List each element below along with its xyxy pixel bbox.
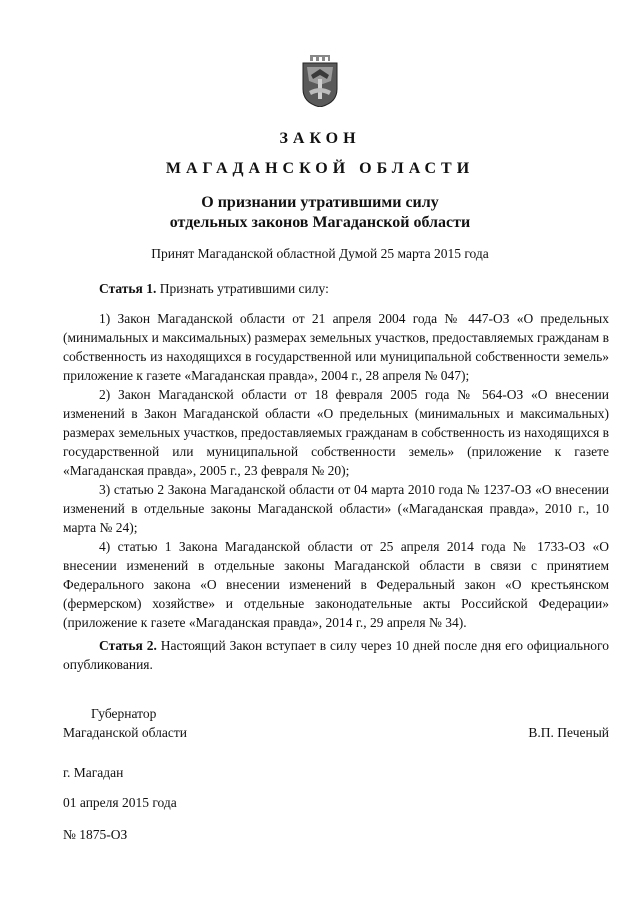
document-type-heading: ЗАКОН <box>279 130 361 147</box>
article-1-item-3: 3) статью 2 Закона Магаданской области от 04 марта 2010 года № 1237-ОЗ «О внесении изменений в отдельные законы Магаданской области» («Магаданская правда», 2010 г., 10 марта № 24); <box>63 482 609 535</box>
article-1-item-1: 1) Закон Магаданской области от 21 апреля 2004 года № 447-ОЗ «О предельных (минимальных и максимальных) размерах земельных участков, предоставляемых гражданам в собственность из находящихся в государственной или муниципальной собственности земель» приложение к газете «Магаданская правда», 2004 г., 28 апреля № 047); <box>63 311 609 383</box>
law-title <box>60 193 580 233</box>
law-title-line-1: О признании утратившими силу <box>201 194 439 211</box>
law-number: № 1875-ОЗ <box>63 827 128 842</box>
law-title-line-2: отдельных законов Магаданской области <box>169 214 471 231</box>
article-1-text: Признать утратившими силу: <box>156 281 329 296</box>
signatory-name: В.П. Печеный <box>528 725 609 740</box>
article-2-label: Статья 2. <box>99 638 157 653</box>
signing-date: 01 апреля 2015 года <box>63 795 177 810</box>
signatory-position-line-2: Магаданской области <box>63 725 187 740</box>
coat-of-arms-icon <box>299 55 341 107</box>
article-1-items <box>63 309 609 632</box>
adoption-line: Принят Магаданской областной Думой 25 марта 2015 года <box>151 246 489 261</box>
article-1-item-4: 4) статью 1 Закона Магаданской области от 25 апреля 2014 года № 1733-ОЗ «О внесении изменений в отдельные законы Магаданской области в связи с принятием Федерального закона «О внесении изменений в Федеральный закон «О крестьянском (фермерском) хозяйстве» и отдельные законодательные акты Российской Федерации» (приложение к газете «Магаданская правда», 2014 г., 29 апреля № 34). <box>63 539 609 630</box>
signatory-position-line-1: Губернатор <box>91 706 157 721</box>
signing-city: г. Магадан <box>63 765 124 780</box>
article-1-heading <box>63 279 609 298</box>
article-1-label: Статья 1. <box>99 281 157 296</box>
article-2 <box>63 636 609 674</box>
article-1-item-2: 2) Закон Магаданской области от 18 февраля 2005 года № 564-ОЗ «О внесении изменений в Закон Магаданской области «О предельных (минимальных и максимальных) размерах земельных участков, предоставляемых гражданам в собственность из находящихся в государственной или муниципальной собственности земель» (приложение к газете «Магаданская правда», 2005 г., 23 февраля № 20); <box>63 387 609 478</box>
region-heading: МАГАДАНСКОЙ ОБЛАСТИ <box>165 160 475 177</box>
article-2-text: Настоящий Закон вступает в силу через 10 дней после дня его официального опубликования. <box>63 638 610 672</box>
signatory-position <box>63 704 187 742</box>
